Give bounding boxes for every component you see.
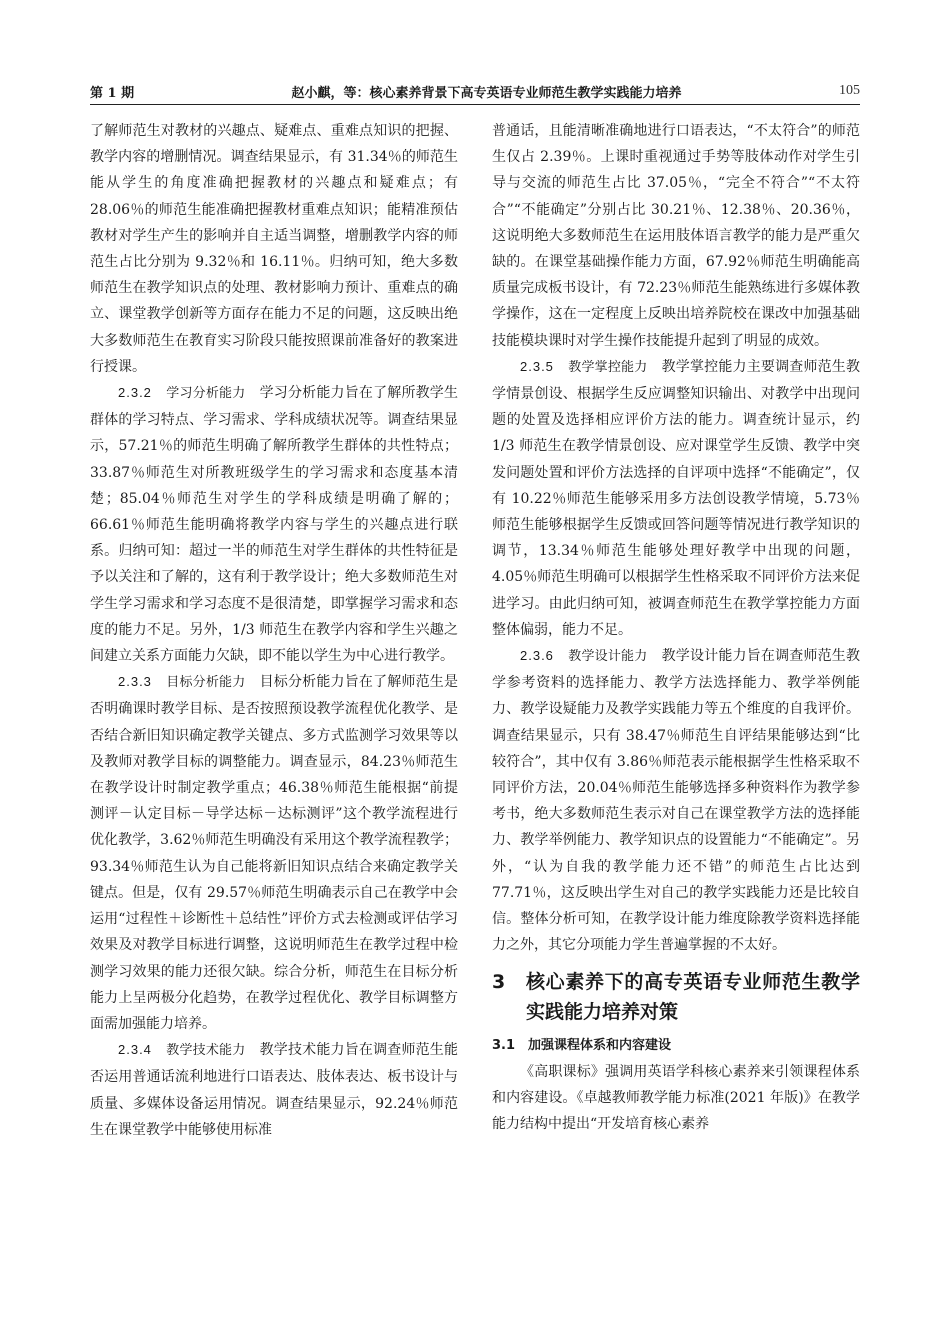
heading-number: 3.1 — [492, 1037, 516, 1053]
paragraph-continued: 了解师范生对教材的兴趣点、疑难点、重难点知识的把握、教学内容的增删情况。调查结果显示，有 31.34％的师范生能从学生的角度准确把握教材的兴趣点和疑难点；有 28.06％的师范生能准确把握教材重难点知识；能精准预估教材对学生产生的影响并自主适当调整，增删教学内容的师范生占比分别为 9.32％和 16.11％。归纳可知，绝大多数师范生在教学知识点的处理、教材影响力预计、重难点的确立、课堂教学创新等方面存在能力不足的问题，这反映出绝大多数师范生在教育实习阶段只能按照课前准备好的教案进行授课。 — [90, 123, 458, 375]
heading-title: 核心素养下的高专英语专业师范生教学实践能力培养对策 — [526, 970, 860, 1023]
paragraph-continued: 普通话，且能清晰准确地进行口语表达，“不太符合”的师范生仅占 2.39％。上课时重视通过手势等肢体动作对学生引导与交流的师范生占比 37.05％，“完全不符合”“不太符合”“不能确定”分别占比 30.21％、12.38％、20.36％，这说明绝大多数师范生在运用肢体语言教学的能力是严重欠缺的。在课堂基础操作能力方面，67.92％师范生明确能高质量完成板书设计，有 72.23％师范生能熟练进行多媒体教学操作，这在一定程度上反映出培养院校在课改中加强基础技能模块课时对学生操作技能提升起到了明显的成效。 — [492, 123, 860, 349]
section-text: 目标分析能力旨在了解师范生是否明确课时教学目标、是否按照预设教学流程优化教学、是否结合新旧知识确定教学关键点、多方式监测学习效果等以及教师对教学目标的调整能力。调查显示，84.23％师范生在教学设计时制定教学重点；46.38％师范生能根据“前提测评－认定目标－导学达标－达标测评”这个教学流程进行优化教学，3.62％师范生明确没有采用这个教学流程教学；93.34％师范生认为自己能将新旧知识点结合来确定教学关键点。但是，仅有 29.57％师范生明确表示自己在教学中会运用“过程性＋诊断性＋总结性”评价方式去检测或评估学习效果及对教学目标进行调整，这说明师范生在教学过程中检测学习效果的能力还很欠缺。综合分析，师范生在目标分析能力上呈两极分化趋势，在教学过程优化、教学目标调整方面需加强能力培养。 — [90, 674, 458, 1032]
section-2-3-3 — [90, 669, 458, 1037]
right-column — [492, 118, 860, 1137]
section-number: 2.3.5 — [520, 358, 554, 374]
section-2-3-5 — [492, 354, 860, 643]
left-column — [90, 118, 458, 1143]
running-header — [90, 78, 860, 104]
section-text: 教学设计能力旨在调查师范生教学参考资料的选择能力、教学方法选择能力、教学举例能力、教学设疑能力及教学实践能力等五个维度的自我评价。调查结果显示，只有 38.47％师范生自评结果能够达到“比较符合”，其中仅有 3.86％师范表示能根据学生性格采取不同评价方法，20.04％师范生能够选择多种资料作为教学参考书，绝大多数师范生表示对自己在课堂教学方法的选择能力、教学举例能力、教学知识点的设置能力“不能确定”。另外，“认为自我的教学能力还不错”的师范生占比达到 77.71％，这反映出学生对自己的教学实践能力还是比较自信。整体分析可知，在教学设计能力维度除教学资料选择能力之外，其它分项能力学生普遍掌握的不太好。 — [492, 648, 860, 954]
section-title: 教学设计能力 — [568, 649, 648, 665]
section-3-1-paragraph: 《高职课标》强调用英语学科核心素养来引领课程体系和内容建设。《卓越教师教学能力标准(2021 年版)》在教学能力结构中提出“开发培育核心素养 — [492, 1063, 860, 1132]
section-text: 学习分析能力旨在了解所教学生群体的学习特点、学习需求、学科成绩状况等。调查结果显示，57.21％的师范生明确了解所教学生群体的共性特点；33.87％师范生对所教班级学生的学习需求和态度基本清楚；85.04％师范生对学生的学科成绩是明确了解的；66.61％师范生能明确将教学内容与学生的兴趣点进行联系。归纳可知：超过一半的师范生对学生群体的共性特征是予以关注和了解的，这有利于教学设计；绝大多数师范生对学生学习需求和学习态度不是很清楚，即掌握学习需求和态度的能力不足。另外，1/3 师范生在教学内容和学生兴趣之间建立关系方面能力欠缺，即不能以学生为中心进行教学。 — [90, 385, 458, 665]
section-2-3-2 — [90, 380, 458, 669]
section-3-heading — [492, 967, 860, 1027]
running-title: 赵小麒，等：核心素养背景下高专英语专业师范生教学实践能力培养 — [291, 85, 682, 101]
section-number: 2.3.2 — [118, 385, 152, 401]
issue-label: 第 1 期 — [90, 85, 135, 101]
header-rule — [90, 104, 860, 105]
section-number: 2.3.4 — [118, 1042, 152, 1058]
section-2-3-4 — [90, 1037, 458, 1143]
section-number: 2.3.3 — [118, 674, 152, 690]
section-3-1-heading — [492, 1033, 860, 1059]
section-text: 教学技术能力旨在调查师范生能否运用普通话流利地进行口语表达、肢体表达、板书设计与质量、多媒体设备运用情况。调查结果显示，92.24％师范生在课堂教学中能够使用标准 — [90, 1042, 458, 1138]
section-text: 教学掌控能力主要调查师范生教学情景创设、根据学生反应调整知识输出、对教学中出现问题的处置及选择相应评价方法的能力。调查统计显示，约 1/3 师范生在教学情景创设、应对课堂学生反馈、教学中突发问题处置和评价方法选择的自评项中选择“不能确定”，仅有 10.22％师范生能够采用多方法创设教学情境，5.73％师范生能够根据学生反馈或回答问题等情况进行教学知识的调节，13.34％师范生能够处理好教学中出现的问题，4.05％师范生明确可以根据学生性格采取不同评价方法来促进学习。由此归纳可知，被调查师范生在教学掌控能力方面整体偏弱，能力不足。 — [492, 358, 860, 638]
section-title: 目标分析能力 — [166, 675, 246, 691]
section-title: 教学技术能力 — [166, 1043, 246, 1059]
section-title: 学习分析能力 — [166, 386, 246, 402]
section-number: 2.3.6 — [520, 648, 554, 664]
section-2-3-6 — [492, 643, 860, 958]
heading-title: 加强课程体系和内容建设 — [528, 1037, 672, 1053]
heading-number: 3 — [492, 970, 506, 993]
section-title: 教学掌控能力 — [568, 359, 648, 375]
page-number: 105 — [839, 83, 860, 98]
